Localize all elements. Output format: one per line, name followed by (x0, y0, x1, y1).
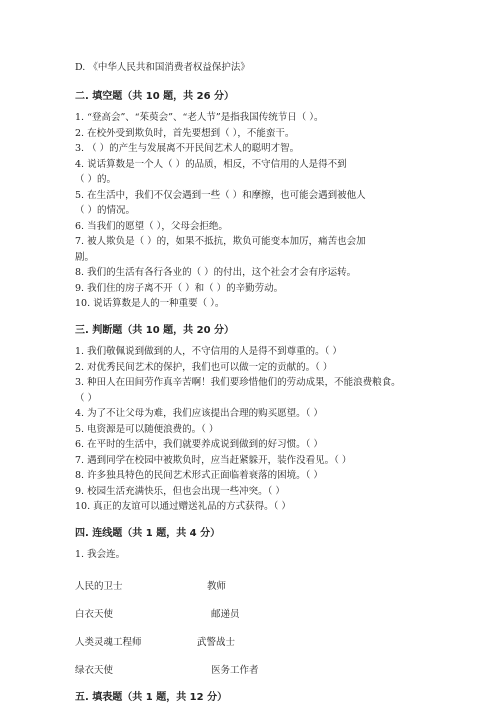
matching-right-item: 武警战士 (197, 637, 236, 648)
judgment-line: 1. 我们敬佩说到做到的人，不守信用的人是得不到尊重的。（ ） (75, 346, 342, 357)
fill-blank-line: 8. 我们的生活有各行各业的（ ）的付出，这个社会才会有序运转。 (75, 267, 357, 278)
judgment-line: 6. 在平时的生活中，我们就要养成说到做到的好习惯。（ ） (75, 439, 323, 450)
fill-blank-line: 9. 我们住的房子离不开（ ）和（ ）的辛勤劳动。 (75, 283, 284, 294)
matching-question: 1. 我会连。 (75, 549, 126, 560)
judgment-line: 5. 电资源是可以随便浪费的。（ ） (75, 424, 219, 435)
fill-blank-line: （ ）的情况。 (75, 205, 136, 216)
section-matching-title: 四. 连线题（共 1 题，共 4 分） (75, 528, 221, 539)
section-fill-blank-title: 二. 填空题（共 10 题，共 26 分） (75, 91, 235, 102)
judgment-line: （ ） (75, 393, 98, 404)
section-judgment-title: 三. 判断题（共 10 题，共 20 分） (75, 325, 235, 336)
fill-blank-line: 7. 被人欺负是（ ）的，如果不抵抗，欺负可能变本加厉，痛苦也会加 (75, 236, 366, 247)
fill-blank-line: 3. （ ）的产生与发展离不开民间艺术人的聪明才智。 (75, 143, 300, 154)
fill-blank-line: 1. “登高会”、“茱萸会”、“老人节”是指我国传统节日（ ）。 (75, 112, 324, 123)
fill-blank-line: （ ）的。 (75, 174, 117, 185)
fill-blank-line: 6. 当我们的愿望（ ），父母会拒绝。 (75, 221, 228, 232)
judgment-line: 2. 对优秀民间艺术的保护，我们也可以做一定的贡献的。（ ） (75, 362, 333, 373)
judgment-line: 7. 遇到同学在校园中被欺负时，应当赶紧躲开，装作没看见。（ ） (75, 455, 352, 466)
judgment-line: 8. 许多独具特色的民间艺术形式正面临着衰落的困境。（ ） (75, 470, 323, 481)
option-d: D. 《中华人民共和国消费者权益保护法》 (75, 62, 250, 73)
section-table-title: 五. 填表题（共 1 题，共 12 分） (75, 692, 228, 703)
fill-blank-line: 5. 在生活中，我们不仅会遇到一些（ ）和摩擦，也可能会遇到被他人 (75, 190, 366, 201)
matching-left-item: 白衣天使 (75, 609, 114, 620)
fill-blank-line: 2. 在校外受到欺负时，首先要想到（ ），不能蛮干。 (75, 128, 295, 139)
matching-right-item: 教师 (207, 581, 227, 592)
judgment-line: 10. 真正的友谊可以通过赠送礼品的方式获得。（ ） (75, 501, 291, 512)
matching-right-item: 邮递员 (211, 609, 240, 620)
fill-blank-line: 剧。 (75, 252, 95, 263)
fill-blank-line: 10. 说话算数是人的一种重要（ ）。 (75, 298, 225, 309)
matching-right-item: 医务工作者 (211, 665, 259, 676)
matching-left-item: 绿衣天使 (75, 665, 114, 676)
matching-left-item: 人民的卫士 (75, 581, 123, 592)
judgment-line: 9. 校园生活充满快乐，但也会出现一些冲突。（ ） (75, 486, 285, 497)
judgment-line: 4. 为了不让父母为难，我们应该提出合理的购买愿望。（ ） (75, 408, 323, 419)
matching-left-item: 人类灵魂工程师 (75, 637, 142, 648)
fill-blank-line: 4. 说话算数是一个人（ ）的品质，相反，不守信用的人是得不到 (75, 159, 347, 170)
judgment-line: 3. 种田人在田间劳作真辛苦啊！我们要珍惜他们的劳动成果，不能浪费粮食。 (75, 377, 401, 388)
